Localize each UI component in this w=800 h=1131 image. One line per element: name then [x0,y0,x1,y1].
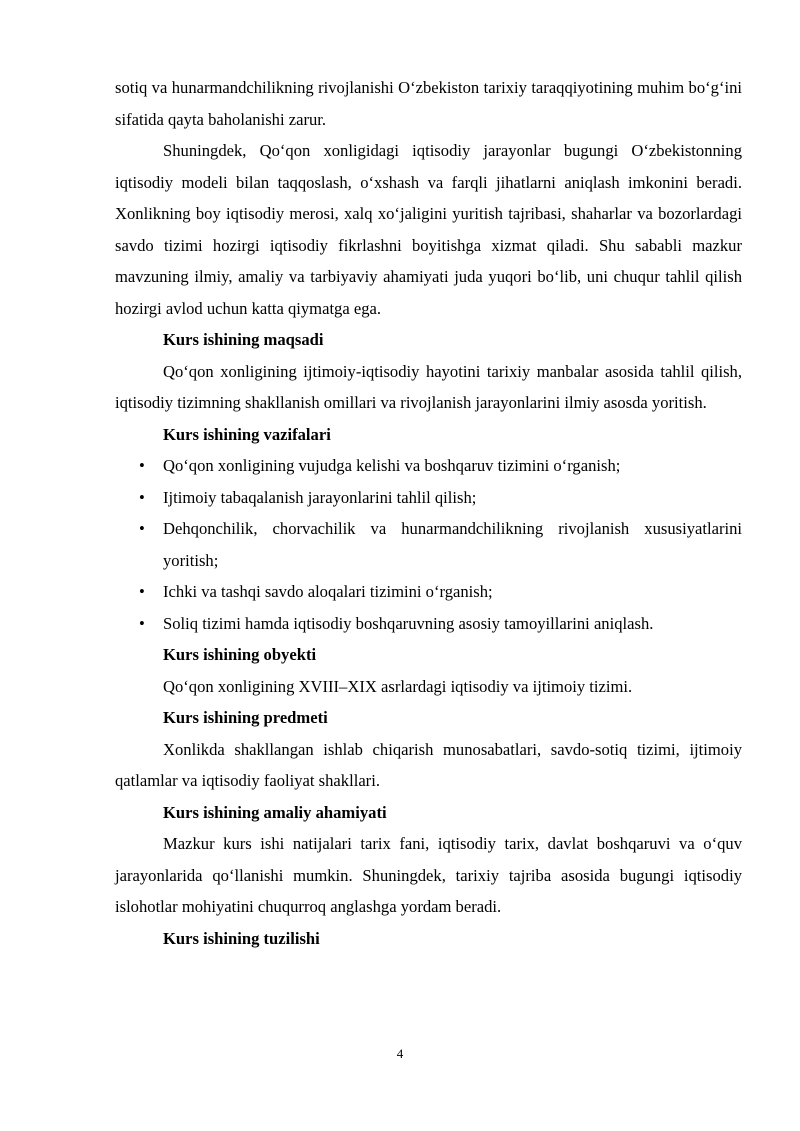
heading-tasks: Kurs ishining vazifalari [163,424,331,444]
list-item [115,608,742,640]
bullet-icon: • [139,613,145,633]
page-content [115,72,742,954]
list-item [115,513,742,576]
list-item [115,450,742,482]
heading-goal: Kurs ishining maqsadi [163,330,324,349]
bullet-icon: • [139,487,145,507]
heading-practical: Kurs ishining amaliy ahamiyati [163,802,387,822]
list-item [115,576,742,608]
list-item-text: Qo‘qon xonligining vujudga kelishi va boshqaruv tizimini o‘rganish; [163,456,621,475]
paragraph-subject: Xonlikda shakllangan ishlab chiqarish munosabatlari, savdo-sotiq tizimi, ijtimoiy qatlamlar va iqtisodiy faoliyat shakllari. [115,739,742,790]
list-item-text: Soliq tizimi hamda iqtisodiy boshqaruvning asosiy tamoyillarini aniqlash. [163,613,654,633]
task-list [115,450,742,639]
heading-object: Kurs ishining obyekti [163,645,317,664]
bullet-icon: • [139,456,145,475]
paragraph-object: Qo‘qon xonligining XVIII–XIX asrlardagi iqtisodiy va ijtimoiy tizimi. [163,676,633,696]
list-item-text: Ijtimoiy tabaqalanish jarayonlarini tahlil qilish; [163,487,477,507]
paragraph-continuation: sotiq va hunarmandchilikning rivojlanishi O‘zbekiston tarixiy taraqqiyotining muhim bo‘g‘ini sifatida qayta baholanishi zarur. [115,78,742,129]
heading-subject: Kurs ishining predmeti [163,708,328,727]
list-item-text: Ichki va tashqi savdo aloqalari tizimini o‘rganish; [163,582,493,601]
paragraph-practical: Mazkur kurs ishi natijalari tarix fani, iqtisodiy tarix, davlat boshqaruvi va o‘quv jarayonlarida qo‘llanishi mumkin. Shuningdek, tarixiy tajriba asosida bugungi iqtisodiy islohotlar mohiyatini chuqurroq anglashga yordam beradi. [115,834,742,916]
page-number: 4 [396,1046,404,1061]
list-item-text: Dehqonchilik, chorvachilik va hunarmandchilikning rivojlanish xususiyatlarini yoritish; [163,519,742,570]
paragraph-context: Shuningdek, Qo‘qon xonligidagi iqtisodiy jarayonlar bugungi O‘zbekistonning iqtisodiy modeli bilan taqqoslash, o‘xshash va farqli jihatlarni aniqlash imkonini beradi. Xonlikning boy iqtisodiy merosi, xalq xo‘jaligini yuritish tajribasi, shaharlar va bozorlardagi savdo tizimi hozirgi iqtisodiy fikrlashni boyitishga xizmat qiladi. Shu sababli mazkur mavzuning ilmiy, amaliy va tarbiyaviy ahamiyati juda yuqori bo‘lib, uni chuqur tahlil qilish hozirgi avlod uchun katta qiymatga ega. [115,141,742,318]
heading-structure: Kurs ishining tuzilishi [163,928,320,948]
list-item [115,482,742,514]
bullet-icon: • [139,519,145,538]
bullet-icon: • [139,582,145,601]
paragraph-goal: Qo‘qon xonligining ijtimoiy-iqtisodiy hayotini tarixiy manbalar asosida tahlil qilish, iqtisodiy tizimning shakllanish omillari va rivojlanish jarayonlarini ilmiy asosda yoritish. [115,361,742,412]
